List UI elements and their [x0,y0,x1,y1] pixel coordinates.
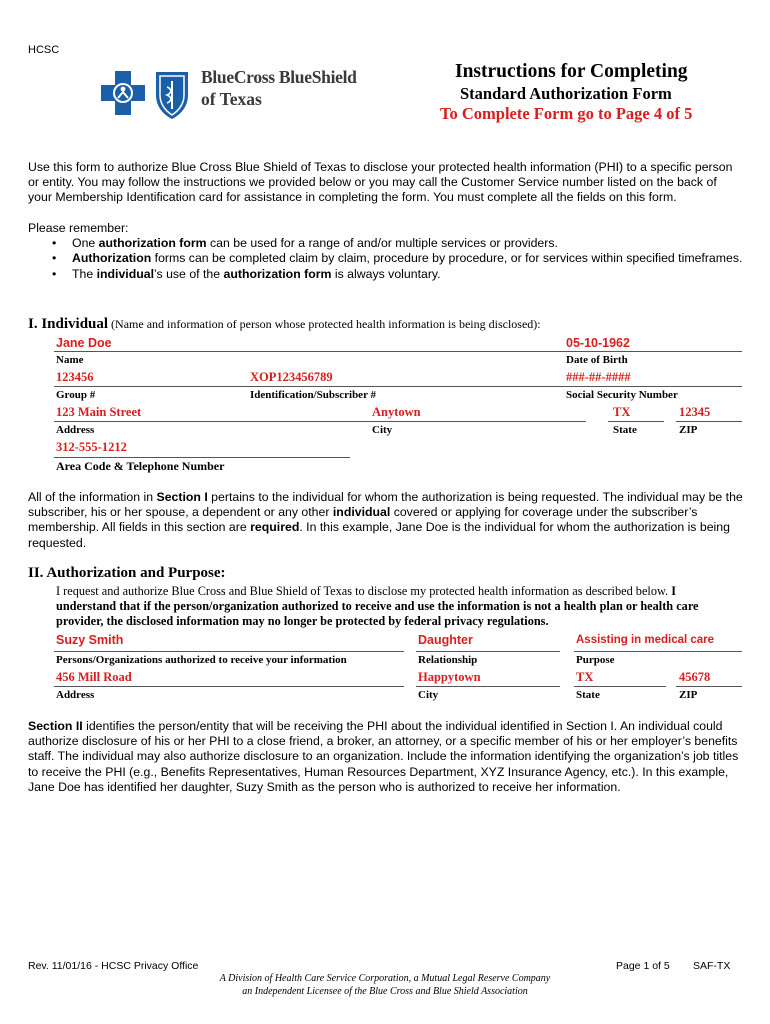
list-item: • One authorization form can be used for a range of and/or multiple services or providers. [72,236,744,251]
recipient-value: Suzy Smith [56,633,124,647]
page-subtitle: Standard Authorization Form [460,84,672,103]
intro-paragraph: Use this form to authorize Blue Cross Blue Shield of Texas to disclose your protected health information (PHI) to a specific person or entity. You may follow the instructions we provided below or you may call the Customer Service number listed on the back of your Membership Identification card for assistance in completing the form. You must complete all the fields on this form. [28,160,733,205]
relationship-label: Relationship [418,654,478,666]
footer-revision: Rev. 11/01/16 - HCSC Privacy Office [28,960,199,972]
org-code: HCSC [28,44,60,56]
dob-value: 05-10-1962 [566,336,630,350]
section-1-subheading: (Name and information of person whose protected health information is being disclosed): [111,317,541,331]
dob-label: Date of Birth [566,354,628,366]
page-title: Instructions for Completing [455,61,688,82]
ssn-value: ###-##-#### [566,370,631,384]
phone-value: 312-555-1212 [56,440,127,454]
name-label: Name [56,354,84,366]
recipient-address-label: Address [56,689,95,701]
footer-page-number: Page 1 of 5 [616,960,670,972]
recipient-city-value: Happytown [418,670,481,684]
remember-block [28,221,744,282]
remember-list [28,236,744,282]
address-label: Address [56,424,95,436]
section-1-heading: I. Individual [28,316,109,332]
logo-line-1: BlueCross BlueShield [201,67,357,87]
recipient-address-value: 456 Mill Road [56,670,132,684]
recipient-city-label: City [418,689,439,701]
zip-value: 12345 [679,405,711,419]
recipient-state-value: TX [576,670,594,684]
group-label: Group # [56,389,96,401]
list-item: • The individual’s use of the authorization form is always voluntary. [72,267,744,282]
purpose-value: Assisting in medical care [576,634,715,646]
section-1-header [28,316,541,333]
recipient-state-label: State [576,689,600,701]
remember-heading: Please remember: [28,221,129,235]
ssn-label: Social Security Number [566,389,678,401]
relationship-value: Daughter [418,633,473,647]
group-value: 123456 [56,370,94,384]
subscriber-id-value: XOP123456789 [250,370,333,384]
logo-line-2: of Texas [201,89,262,109]
purpose-label: Purpose [576,654,615,666]
address-value: 123 Main Street [56,405,142,419]
footer-division-2: an Independent Licensee of the Blue Cross and Blue Shield Association [242,986,528,997]
blue-cross-icon [99,69,147,121]
section-1-explanation: All of the information in Section I pertains to the individual for whom the authorization is being requested. The individual may be the subscriber, his or her spouse, a dependent or any other individual covered or applying for coverage under the subscriber’s membership. All fields in this section are required. In this example, Jane Doe is the individual for whom the authorization is being requested. [28,490,743,550]
subscriber-id-label: Identification/Subscriber # [250,389,377,401]
state-value: TX [613,405,631,419]
footer-form-code: SAF-TX [693,960,731,972]
phone-label: Area Code & Telephone Number [56,459,225,473]
recipient-label: Persons/Organizations authorized to receive your information [56,654,347,666]
individual-name-value: Jane Doe [56,336,112,350]
city-label: City [372,424,393,436]
blue-shield-icon [152,69,192,121]
bcbs-logo [99,69,399,121]
section-2-explanation: Section II identifies the person/entity that will be receiving the PHI about the individual identified in Section I. An individual could authorize disclosure of his or her PHI to a close friend, a broker, an attorney, or a specific member of his or her employer’s benefits staff. The individual may also authorize disclosure to an organization. Include the information identifying the organization’s job titles to receive the PHI (e.g., Benefits Representatives, Human Resources Department, XYZ Insurance Agency, etc.). In this example, Jane Doe has identified her daughter, Suzy Smith as the person who is authorized to receive her information. [28,719,739,794]
city-value: Anytown [372,405,421,419]
zip-label: ZIP [679,424,698,436]
state-label: State [613,424,637,436]
recipient-zip-label: ZIP [679,689,698,701]
section-2-request: I request and authorize Blue Cross and Blue Shield of Texas to disclose my protected health information as described below. I understand that if the person/organization authorized to receive and use the information is not a health plan or health care provider, the disclosed information may no longer be protected by federal privacy regulations. [56,584,699,629]
section-2-heading: II. Authorization and Purpose: [28,565,226,581]
list-item: • Authorization forms can be completed claim by claim, procedure by procedure, or for services within specified timeframes. [72,251,744,266]
page-instruction: To Complete Form go to Page 4 of 5 [440,104,693,123]
recipient-zip-value: 45678 [679,670,711,684]
footer-division-1: A Division of Health Care Service Corporation, a Mutual Legal Reserve Company [219,973,551,984]
